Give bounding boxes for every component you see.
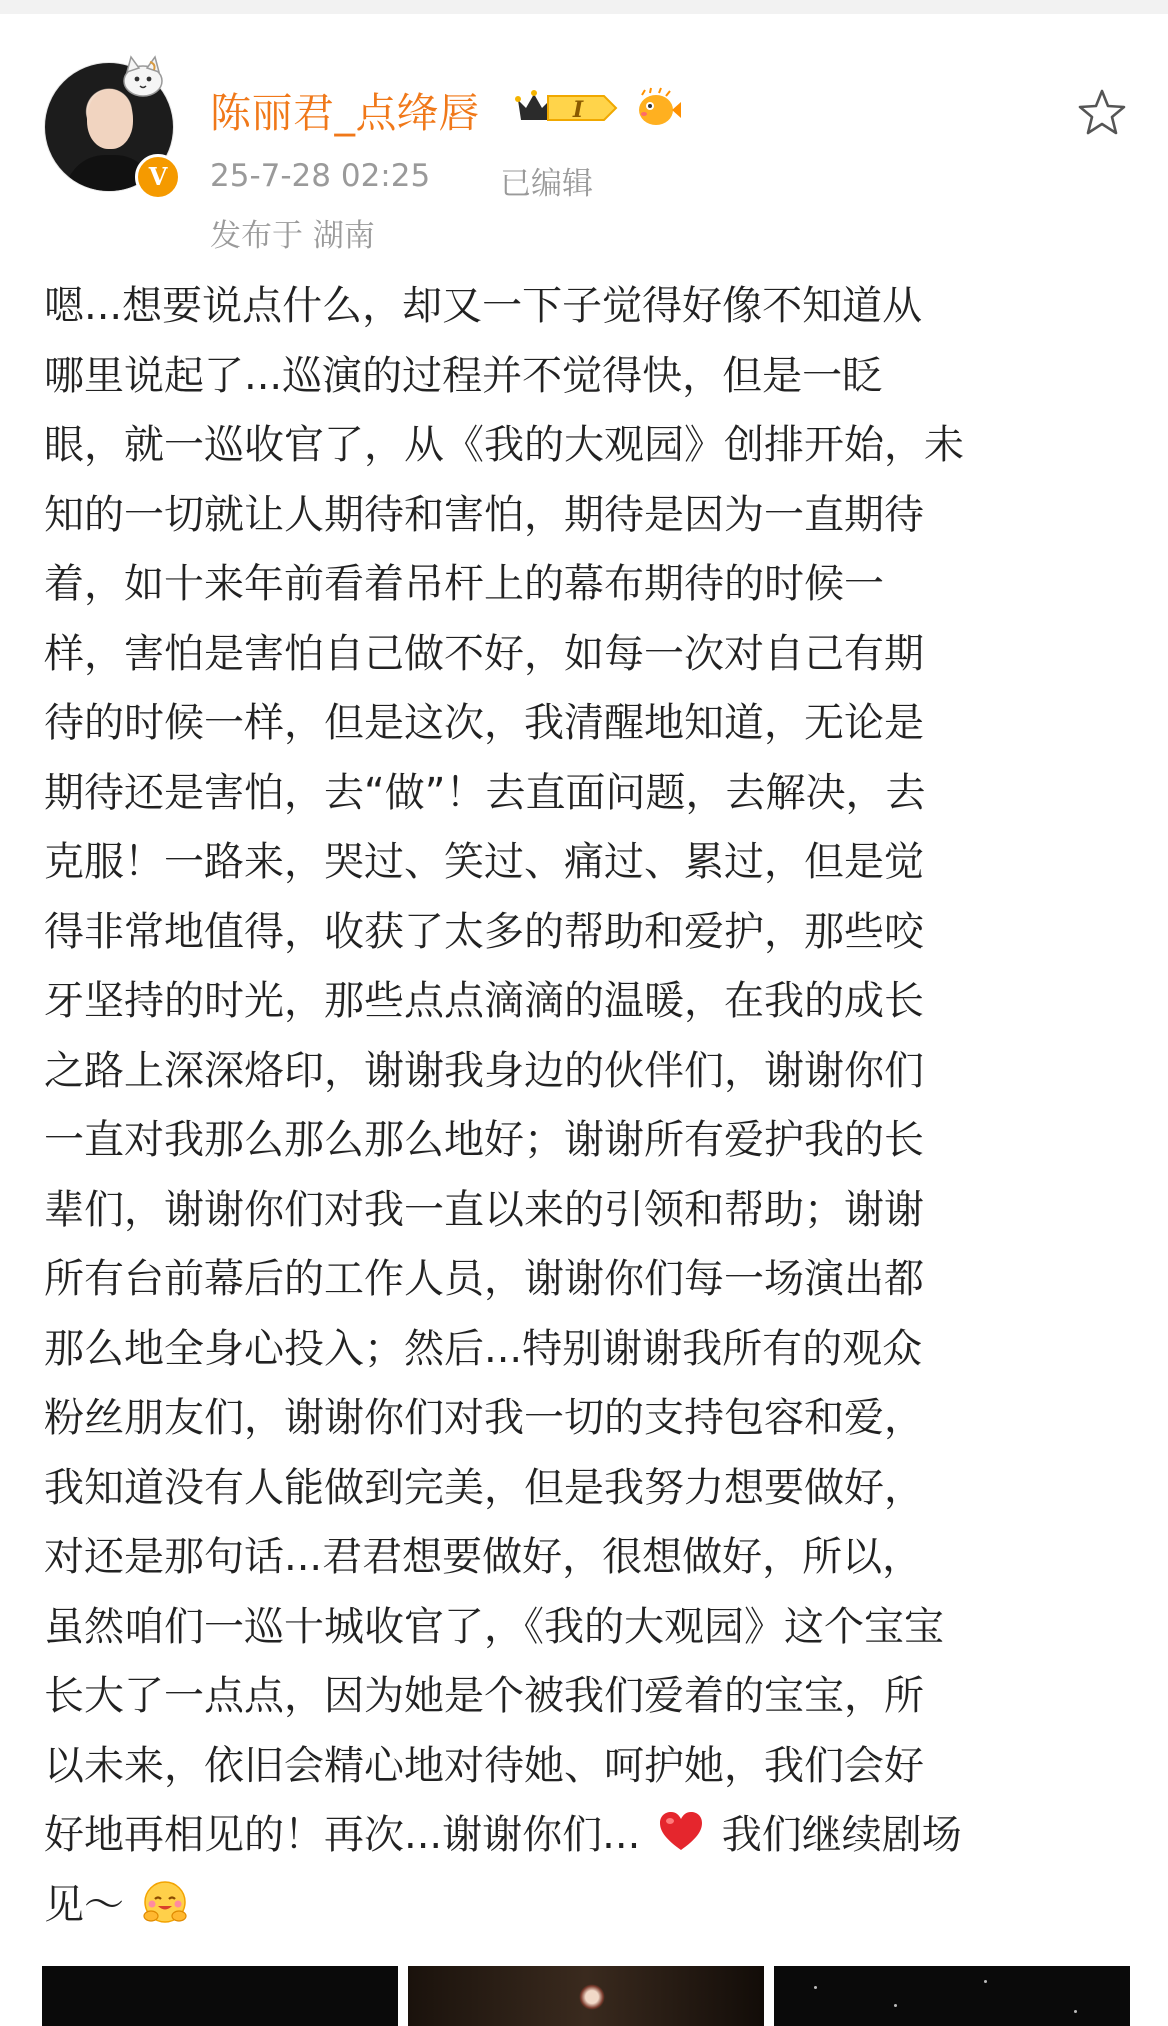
content-line: 期待还是害怕，去“做”！去直面问题，去解决，去: [44, 769, 926, 816]
content-line: 对还是那句话...君君想要做好，很想做好，所以，: [44, 1534, 923, 1580]
content-line: 一直对我那么那么那么地好；谢谢所有爱护我的长: [44, 1117, 924, 1163]
content-line: 待的时候一样，但是这次，我清醒地知道，无论是: [44, 700, 924, 746]
content-line: 克服！一路来，哭过、笑过、痛过、累过，但是觉: [44, 839, 924, 885]
image-highlight: [579, 1984, 605, 2010]
content-text: 见～: [44, 1881, 124, 1928]
gallery-image[interactable]: [42, 1966, 398, 2026]
content-line: 虽然咱们一巡十城收官了，《我的大观园》这个宝宝: [44, 1603, 944, 1650]
image-speck: [1074, 2010, 1077, 2013]
author-name[interactable]: 陈丽君_点绛唇: [210, 89, 480, 137]
edited-label[interactable]: 已编辑: [500, 166, 593, 202]
content-line: 我知道没有人能做到完美，但是我努力想要做好，: [44, 1464, 924, 1511]
pufferfish-icon: [632, 86, 682, 130]
content-line: 所有台前幕后的工作人员，谢谢你们每一场演出都: [44, 1256, 924, 1302]
content-line: 样，害怕是害怕自己做不好，如每一次对自己有期: [44, 630, 924, 677]
content-line: 长大了一点点，因为她是个被我们爱着的宝宝，所: [44, 1673, 924, 1719]
image-gallery: [42, 1966, 1130, 2026]
vip-level-text: I: [572, 97, 584, 123]
image-speck: [894, 2004, 897, 2007]
gallery-image[interactable]: [774, 1966, 1130, 2026]
cat-pendant-icon: [120, 54, 166, 98]
content-line-with-emoji: [44, 1871, 1134, 1941]
hugging-face-emoji-icon: [141, 1878, 189, 1926]
favorite-star-icon[interactable]: [1076, 86, 1128, 138]
content-line: 之路上深深烙印，谢谢我身边的伙伴们，谢谢你们: [44, 1047, 924, 1094]
gallery-image[interactable]: [408, 1966, 764, 2026]
post-location: 发布于 湖南: [210, 218, 375, 254]
post-content: [44, 272, 1134, 1940]
red-heart-emoji-icon: [657, 1808, 705, 1856]
content-line: 着，如十来年前看着吊杆上的幕布期待的时候一: [44, 561, 884, 607]
content-line: 辈们，谢谢你们对我一直以来的引领和帮助；谢谢: [44, 1186, 924, 1233]
image-speck: [814, 1986, 817, 1989]
content-line-with-heart: [44, 1801, 1134, 1871]
post-timestamp: 25-7-28 02:25: [210, 158, 431, 194]
post-header: [0, 14, 1168, 254]
top-strip: [0, 0, 1168, 14]
content-line: 以未来，依旧会精心地对待她、呵护她，我们会好: [44, 1742, 924, 1789]
image-speck: [984, 1980, 987, 1983]
content-line: 牙坚持的时光，那些点点滴滴的温暖，在我的成长: [44, 978, 924, 1024]
content-line: 得非常地值得，收获了太多的帮助和爱护，那些咬: [44, 908, 924, 955]
content-text: 我们继续剧场: [721, 1812, 962, 1858]
avatar-face: [87, 89, 133, 149]
content-line: 眼，就一巡收官了，从《我的大观园》创排开始，未: [44, 422, 964, 468]
content-line: 嗯...想要说点什么，却又一下子觉得好像不知道从: [44, 283, 923, 329]
content-line: 知的一切就让人期待和害怕，期待是因为一直期待: [44, 491, 924, 538]
verified-v-badge-icon: V: [135, 154, 181, 200]
content-line: 粉丝朋友们，谢谢你们对我一切的支持包容和爱，: [44, 1395, 924, 1441]
content-line: 哪里说起了...巡演的过程并不觉得快，但是一眨: [44, 352, 883, 399]
crown-vip-badge-icon[interactable]: [512, 86, 624, 130]
content-text: 好地再相见的！再次...谢谢你们...: [44, 1812, 641, 1858]
content-line: 那么地全身心投入；然后...特别谢谢我所有的观众: [44, 1325, 923, 1372]
